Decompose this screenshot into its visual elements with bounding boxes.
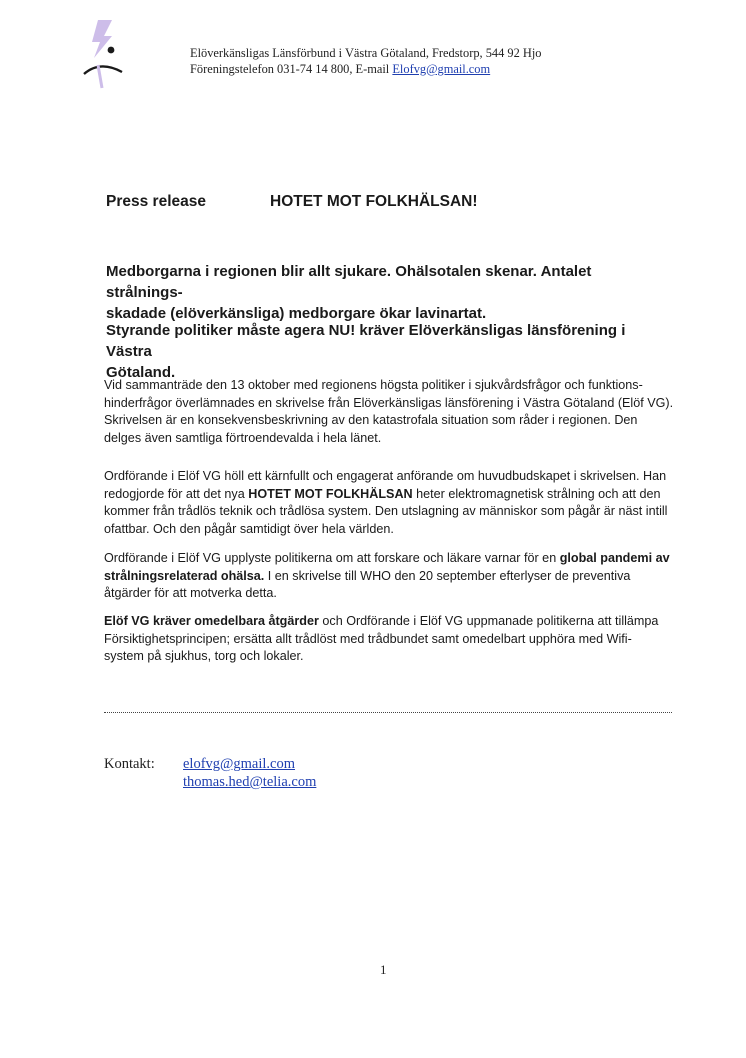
body-line: kommer från trådlös teknik och trådlösa system. Den utslagning av människor som pågår är näst intill [104, 504, 668, 518]
body-line [104, 550, 674, 568]
logo-head-dot [108, 47, 115, 54]
body-line: Skrivelsen är en konsekvensbeskrivning av den katastrofala situation som råder i regionen. Den [104, 413, 638, 427]
body-bold-segment: Elöf VG kräver omedelbara åtgärder [104, 614, 319, 628]
contact-emails [183, 755, 316, 791]
body-text-segment: redogjorde för att det nya [104, 486, 249, 501]
logo-arc [84, 66, 122, 74]
lead-paragraph-2 [106, 320, 666, 383]
body-line: ofattbar. Och den pågår samtidigt över hela världen. [104, 521, 394, 536]
body-text-segment: I en skrivelse till WHO den 20 september efterlyser de preventiva [264, 568, 631, 583]
body-line: Försiktighetsprincipen; ersätta allt trådlöst med trådbundet samt omedelbart upphöra med Wifi- [104, 631, 632, 646]
body-bold-segment: HOTET MOT FOLKHÄLSAN [248, 486, 413, 501]
body-text-segment: heter elektromagnetisk strålning och att den [412, 486, 661, 501]
logo-bolt-tail [98, 65, 102, 88]
contact-email-link[interactable]: thomas.hed@telia.com [183, 774, 317, 790]
lead-line: skadade (elöverkänsliga) medborgare ökar lavinartat. [106, 305, 487, 322]
body-paragraph-3 [104, 550, 674, 603]
body-paragraph-4 [104, 613, 674, 666]
dotted-divider [104, 712, 672, 713]
lead-line: Medborgarna i regionen blir allt sjukare. Ohälsotalen skenar. Antalet strålnings- [106, 263, 592, 301]
lead-line: Götaland. [106, 364, 176, 381]
contact-label: Kontakt: [104, 756, 155, 772]
body-line: system på sjukhus, torg och lokaler. [104, 649, 304, 663]
lead-line: Styrande politiker måste agera NU! kräver Elöverkänsligas länsförening i Västra [106, 322, 626, 360]
body-line [104, 613, 674, 631]
body-line: åtgärder för att motverka detta. [104, 586, 277, 600]
letterhead-email-link[interactable]: Elofvg@gmail.com [392, 62, 491, 76]
page-number: 1 [380, 962, 387, 977]
body-line [104, 486, 674, 504]
body-bold-segment: global pandemi av [559, 551, 670, 565]
press-release-title: HOTET MOT FOLKHÄLSAN! [270, 193, 478, 210]
body-paragraph-2 [104, 468, 674, 538]
body-text-segment: och Ordförande i Elöf VG uppmanade politikerna att tillämpa [318, 614, 659, 628]
body-line: Ordförande i Elöf VG höll ett kärnfullt och engagerat anförande om huvudbudskapet i skrivelsen. Han [104, 469, 667, 483]
body-bold-segment: strålningsrelaterad ohälsa. [104, 568, 265, 583]
lead-paragraph-1 [106, 261, 666, 324]
letterhead [190, 45, 541, 77]
body-paragraph-1 [104, 377, 674, 447]
body-line: delges även samtliga förtroendevalda i hela länet. [104, 430, 382, 445]
letterhead-phone: Föreningstelefon 031-74 14 800, E-mail [190, 62, 393, 76]
body-line [104, 568, 674, 586]
letterhead-contact [190, 61, 541, 77]
letterhead-address: Elöverkänsligas Länsförbund i Västra Götaland, Fredstorp, 544 92 Hjo [190, 46, 542, 60]
press-release-label: Press release [106, 193, 206, 210]
body-line: Vid sammanträde den 13 oktober med regionens högsta politiker i sjukvårdsfrågor och funktions- [104, 378, 643, 392]
body-text-segment: Ordförande i Elöf VG upplyste politikerna om att forskare och läkare varnar för en [104, 551, 560, 565]
contact-email-link[interactable]: elofvg@gmail.com [183, 756, 296, 772]
lightning-person-logo-icon [78, 18, 124, 90]
body-line: hinderfrågor överlämnades en skrivelse från Elöverkänsligas länsförening i Västra Götaland (Elöf VG). [104, 395, 674, 410]
